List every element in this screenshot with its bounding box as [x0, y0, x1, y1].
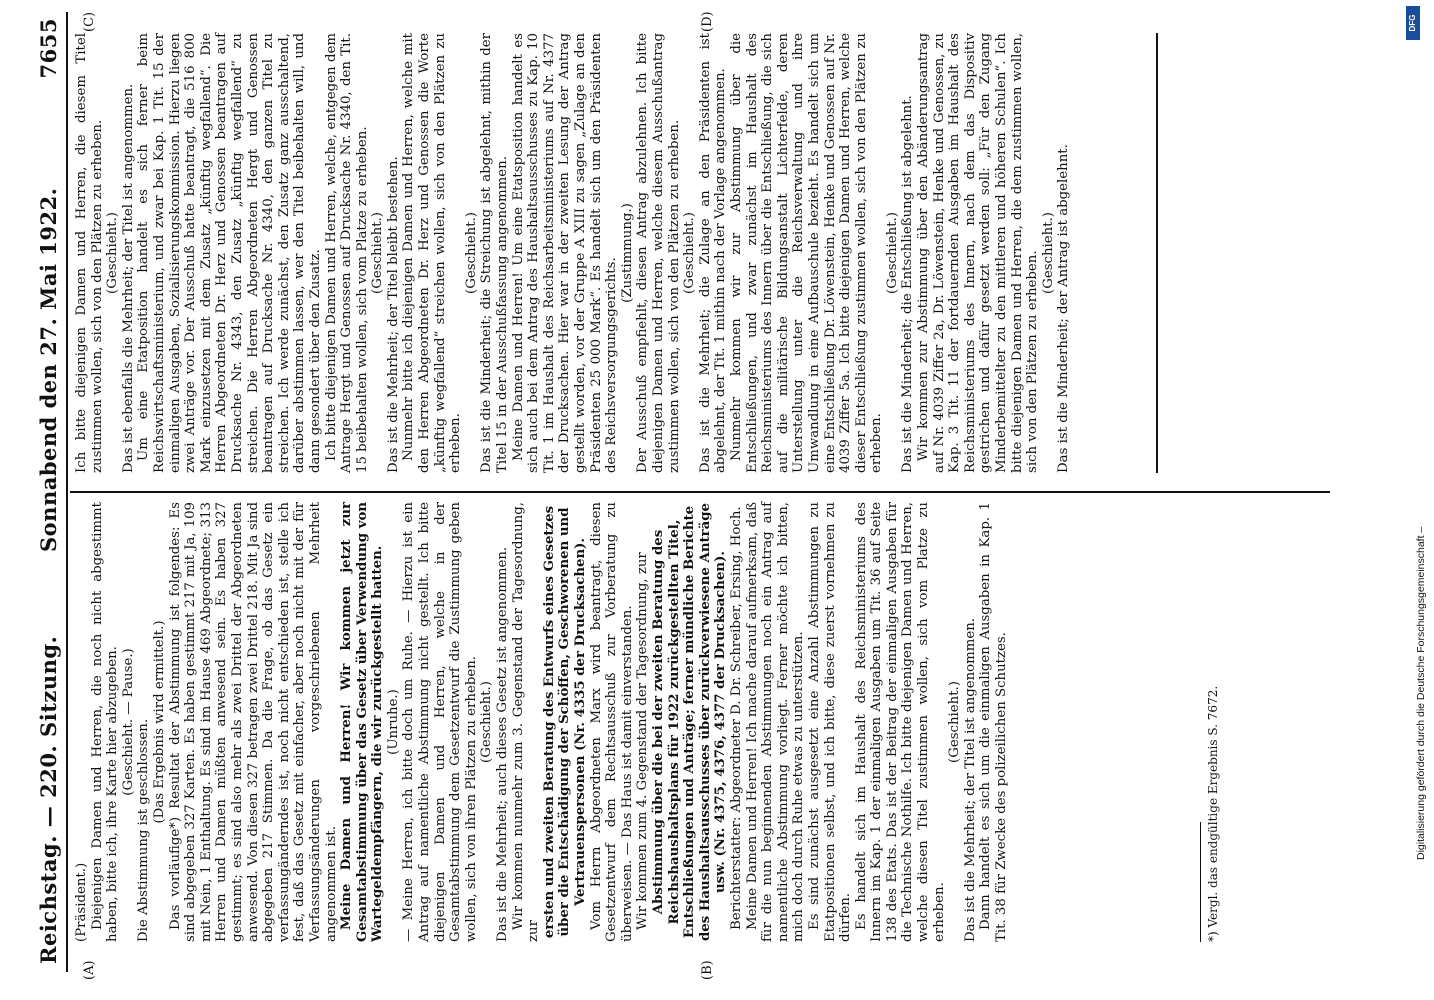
header-rule: [66, 12, 68, 972]
interjection: (Geschieht.): [884, 212, 900, 294]
left-column: [74, 502, 1010, 942]
paragraph: Wir kommen zum 4. Gegenstand der Tagesordnung, zur: [635, 552, 651, 930]
paragraph: Das ist die Mehrheit; der Titel ist angenommen.: [962, 617, 978, 942]
footnote-rule: [1200, 822, 1201, 942]
paragraph: Nunmehr kommen wir zur Abstimmung über die Entschließungen, und zwar zunächst im Haushalt des Reichsministeriums des Innern über die Entschließung, die sich auf die militärische Bildungsanstalt Lichterfelde, deren Unterstellung unter die Reichsverwaltung und ihre Umwandlung in eine Aufbauschule bezieht. Es handelt sich um eine Entschließung Dr. Löwenstein, Henke und Genossen auf Nr. 4039 Ziffer 5a. Ich bitte diejenigen Damen und Herren, welche dieser Entschließung zustimmen wollen, sich von den Plätzen zu erheben.: [728, 33, 885, 473]
paragraph: Es handelt sich im Haushalt des Reichsministeriums des Innern im Kap. 1 der einmaligen Ausgaben um Tit. 36 auf Seite 138 des Etats. Das ist der Beitrag der einmaligen Ausgaben für die Technische Nothilfe. Ich bitte diejenigen Damen und Herren, welche diesen Titel zustimmen wollen, sich vom Platze zu erheben.: [853, 502, 947, 942]
agenda-item: Abstimmung über die bei der zweiten Beratung des Reichshaushaltsplans für 1922 zurückgestellten Titel, Entschließungen und Anträge; ferner mündliche Berichte des Haushaltsausschusses über zurückverwiesene Anträge usw. (Nr. 4375, 4376, 4377 der Drucksachen).: [650, 502, 729, 942]
paragraph: Das ist die Mehrheit; der Titel bleibt bestehen.: [385, 156, 401, 473]
paragraph: Das ist die Mehrheit; die Zulage an den Präsidenten ist abgelehnt, der Tit. 1 mithin nach der Vorlage angenommen.: [697, 33, 729, 473]
paragraph: Vom Herrn Abgeordneten Marx wird beantragt, diesen Gesetzentwurf dem Rechtsausschuß zur Vorberatung zu überweisen. — Das Haus ist damit einverstanden.: [588, 502, 635, 942]
dfg-credit: Digitalisierung gefördert durch die Deutsche Forschungsgemeinschaft –: [1415, 526, 1427, 860]
header-left: Reichstag. — 220. Sitzung.: [36, 635, 61, 964]
interjection: (Zustimmung.): [619, 203, 635, 303]
paragraph: Meine Damen und Herren! Um eine Etatsposition handelt es sich auch bei dem Antrag des Haushaltsausschusses zu Kap. 10 Tit. 1 im Haushalt des Reichsarbeitsministeriums auf Nr. 4377 der Drucksachen. Hier war in der zweiten Lesung der Antrag gestellt worden, vor der Gruppe A XIII zu sagen „Zulage an den Präsidenten 25 000 Mark“. Es handelt sich um den Präsidenten des Reichsversorgungsgerichts.: [510, 33, 620, 473]
paragraph: — Meine Herren, ich bitte doch um Ruhe. — Hierzu ist ein Antrag auf namentliche Abstimmung nicht gestellt. Ich bitte diejenigen Damen und Herren, welche in der Gesamtabstimmung dem Gesetzentwurf die Zustimmung geben wollen, sich von ihren Plätzen zu erheben.: [401, 502, 479, 942]
interjection: (Geschieht.): [947, 681, 963, 763]
interjection: (Das Ergebnis wird ermittelt.): [151, 620, 167, 824]
page-number: 7655: [36, 18, 61, 79]
header-date: Sonnabend den 27. Mai 1922.: [36, 187, 61, 552]
interjection: (Geschieht.): [682, 212, 698, 294]
dfg-logo: [1406, 6, 1420, 40]
paragraph: Das ist die Minderheit; der Antrag ist abgelehnt.: [1056, 144, 1072, 473]
paragraph: Ich bitte diejenigen Damen und Herren, welche, entgegen dem Antrage Hergt und Genossen auf Drucksache Nr. 4340, den Tit. 15 beibehalten wollen, sich vom Platze zu erheben.: [323, 33, 370, 473]
interjection: (Geschieht.): [370, 212, 386, 294]
margin-mark-c: (C): [82, 11, 97, 32]
agenda-item: ersten und zweiten Beratung des Entwurfs eines Gesetzes über die Entschädigung der Schöffen, Geschworenen und Vertrauenspersonen (Nr. 4335 der Drucksachen).: [541, 505, 588, 939]
interjection: (Geschieht.): [463, 212, 479, 294]
paragraph: Das ist die Minderheit; die Streichung ist abgelehnt, mithin der Titel 15 in der Ausschußfassung angenommen.: [479, 33, 511, 473]
interjection: (Geschieht. — Pause.): [120, 648, 136, 796]
digitization-sidebar: [1404, 0, 1434, 1000]
footnote: *) Vergl. das endgültige Ergebnis S. 7672.: [1206, 685, 1220, 942]
margin-mark-b: (B): [700, 960, 715, 980]
paragraph: Dann handelt es sich um die einmaligen Ausgaben in Kap. 1 Tit. 38 für Zwecke des polizeilichen Schutzes.: [978, 502, 1010, 942]
margin-mark-d: (D): [700, 11, 715, 32]
paragraph: Meine Damen und Herren! Ich mache darauf aufmerksam, daß für die nun beginnenden Abstimmungen noch ein Antrag auf namentliche Abstimmung vorliegt. Ferner möchte ich bitten, mich doch durch Ruhe etwas zu unterstützen.: [744, 502, 807, 942]
paragraph: Berichterstatter: Abgeordneter D. Dr. Schreiber, Ersing, Hoch.: [728, 506, 744, 930]
paragraph: Die Abstimmung ist geschlossen.: [136, 718, 152, 942]
page-header: [30, 12, 64, 972]
paragraph: Ich bitte diejenigen Damen und Herren, die diesem Titel zustimmen wollen, sich von den Plätzen zu erheben.: [74, 33, 105, 473]
paragraph: Es sind zunächst ausgesetzt eine Anzahl Abstimmungen zu Etatpositionen selbst, und ich bitte, diese zuerst vornehmen zu dürfen.: [806, 502, 854, 942]
paragraph: Diejenigen Damen und Herren, die noch nicht abgestimmt haben, bitte ich, ihre Karte hier abzugeben.: [89, 502, 121, 942]
paragraph: Nunmehr bitte ich diejenigen Damen und Herren, welche mit den Herren Abgeordneten Dr. Herz und Genossen die Worte „künftig wegfallend“ streichen wollen, sich von den Plätzen zu erheben.: [401, 33, 464, 473]
margin-mark-a: (A): [82, 960, 97, 980]
interjection: (Geschieht.): [1040, 212, 1056, 294]
dfg-logo-text: DFG: [1408, 14, 1417, 32]
right-column: [74, 33, 1072, 473]
paragraph: Das ist die Minderheit; die Entschließung ist abgelehnt.: [900, 95, 916, 473]
end-rule: [1156, 33, 1158, 473]
paragraph: Das vorläufige*) Resultat der Abstimmung ist folgendes: Es sind abgegeben 327 Karten. Es haben gestimmt 217 mit Ja, 109 mit Nein, 1 Enthaltung. Es sind im Hause 469 Abgeordnete; 313 Herren und Damen müßten anwesend sein. Es haben 327 gestimmt; es sind also mehr als zwei Drittel der Abgeordneten anwesend. Von diesen 327 betragen zwei Drittel 218. Mit Ja sind abgegeben 217 Stimmen. Da die Frage, ob das Gesetz ein verfassungänderndes ist, noch nicht entschieden ist, stelle ich fest, daß das Gesetz mit einfacher, aber noch nicht mit der für Verfassungsänderungen vorgeschriebenen Mehrheit angenommen ist.: [167, 502, 339, 942]
paragraph: (Präsident.): [74, 862, 89, 942]
paragraph: Wir kommen nunmehr zum 3. Gegenstand der Tagesordnung, zur: [510, 502, 542, 942]
paragraph: Das ist die Mehrheit; auch dieses Gesetz ist angenommen.: [495, 546, 511, 942]
paragraph: Um eine Etatposition handelt es sich ferner beim Reichswirtschaftsministerium, und zwar bei Kap. 1 Tit. 15 der einmaligen Ausgaben, Sozialisierungskommission. Hierzu liegen zwei Anträge vor. Der Ausschuß hatte beantragt, die 516 800 Mark einzusetzen mit dem Zusatz „künftig wegfallend“. Die Herren Abgeordneten Dr. Herz und Genossen beantragen auf Drucksache Nr. 4343, den Zusatz „künftig wegfallend“ zu streichen. Die Herren Abgeordneten Hergt und Genossen beantragen auf Drucksache Nr. 4340, den ganzen Titel zu streichen. Ich werde zunächst, den Zusatz ganz ausschaltend, darüber abstimmen lassen, wer den Titel beibehalten will, und dann gesondert über den Zusatz.: [136, 33, 323, 473]
paragraph: Wir kommen zur Abstimmung über den Abänderungsantrag auf Nr. 4039 Ziffer 2a, Dr. Löwenstein, Henke und Genossen, zu Kap. 3 Tit. 11 der fortdauernden Ausgaben im Haushalt des Reichsministeriums des Innern, nach dem das Dispositiv gestrichen und dafür gesetzt werden soll: „Für den Zugang Minderbemittelter zu den mittleren und höheren Schulen“. Ich bitte diejenigen Damen und Herren, die dem zustimmen wollen, sich von den Plätzen zu erheben.: [916, 33, 1041, 473]
paragraph: Das ist ebenfalls die Mehrheit; der Titel ist angenommen.: [120, 83, 136, 473]
interjection: (Geschieht.): [105, 212, 121, 294]
column-divider: [70, 492, 1330, 494]
paragraph: Der Ausschuß empfiehlt, diesen Antrag abzulehnen. Ich bitte diejenigen Damen und Herren, welche diesem Ausschußantrag zustimmen wollen, sich von den Plätzen zu erheben.: [635, 33, 682, 473]
interjection: (Geschieht.): [479, 681, 495, 763]
paragraph: Meine Damen und Herren! Wir kommen jetzt zur Gesamtabstimmung über das Gesetz über Verwendung von Wartegeldempfängern, die wir zurückgestellt hatten.: [339, 502, 386, 942]
interjection: (Unruhe.): [385, 689, 401, 755]
